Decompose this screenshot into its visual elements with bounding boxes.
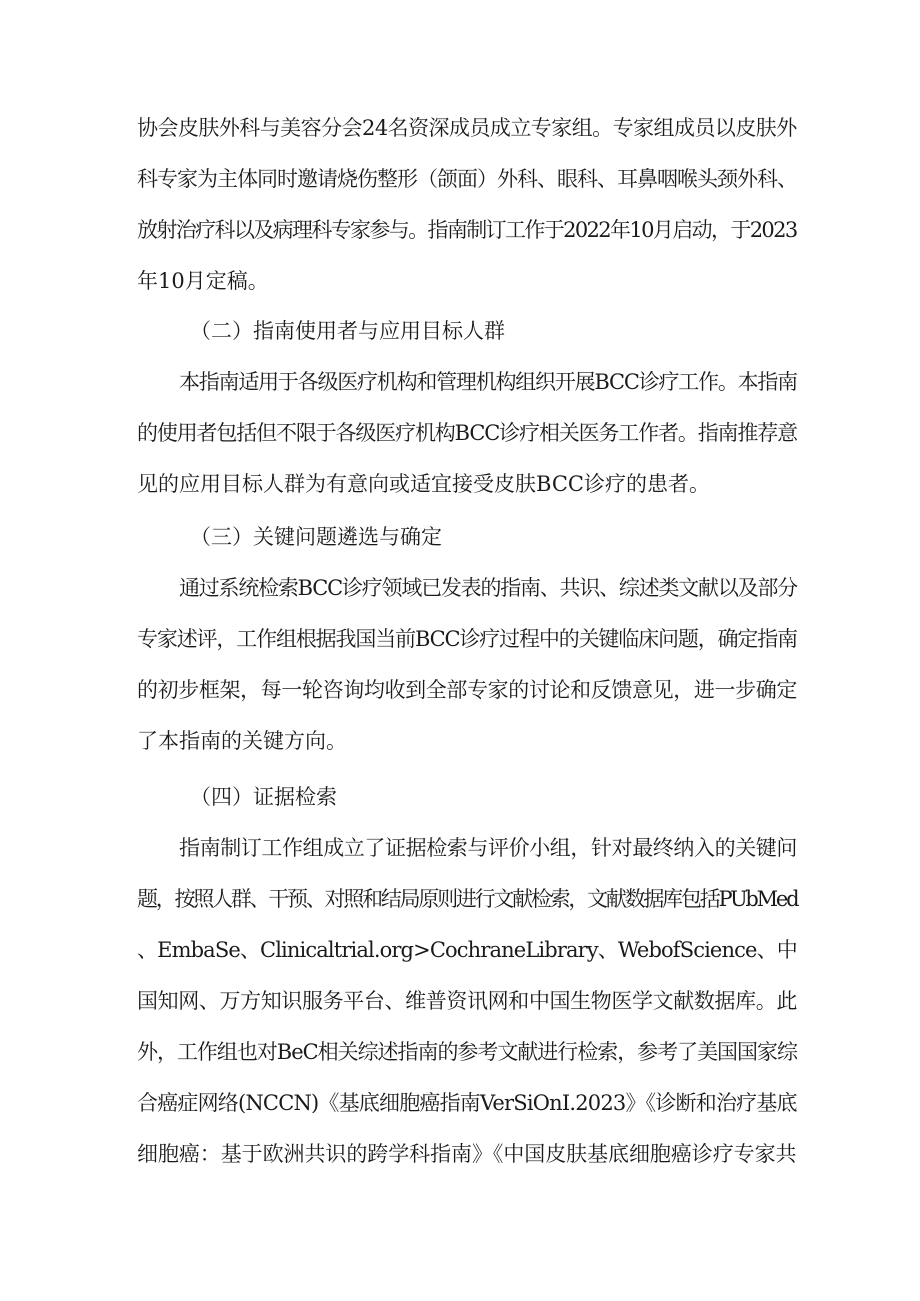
text-line: 见的应用目标人群为有意向或适宜接受皮肤BCC诊疗的患者。 (137, 472, 710, 496)
text-line: 外，工作组也对BeC相关综述指南的参考文献进行检索，参考了美国国家综 (137, 1040, 797, 1064)
paragraph-evidence-search (137, 823, 797, 1180)
paragraph-key-questions (137, 563, 797, 767)
text-line: 通过系统检索BCC诊疗领域已发表的指南、共识、综述类文献以及部分 (179, 576, 797, 600)
section-heading-2: （二）指南使用者与应用目标人群 (190, 319, 505, 343)
text-line: 国知网、万方知识服务平台、维普资讯网和中国生物医学文献数据库。此 (137, 989, 797, 1013)
text-line: 了本指南的关键方向。 (137, 729, 347, 753)
paragraph-intro (137, 103, 797, 307)
section-heading-3: （三）关键问题遴选与确定 (190, 525, 442, 549)
text-line: 合癌症网络(NCCN)《基底细胞癌指南VerSiOnI.2023》《诊断和治疗基底 (137, 1091, 797, 1115)
paragraph-users-and-targets (137, 357, 797, 510)
text-line: 年10月定稿。 (137, 269, 269, 293)
text-line: 指南制订工作组成立了证据检索与评价小组，针对最终纳入的关键问 (179, 836, 797, 860)
text-line: 的初步框架，每一轮咨询均收到全部专家的讨论和反馈意见，进一步确定 (137, 678, 797, 702)
text-line: 题，按照人群、干预、对照和结局原则进行文献检索，文献数据库包括PUbMed (137, 887, 798, 911)
text-line: 科专家为主体同时邀请烧伤整形（颌面）外科、眼科、耳鼻咽喉头颈外科、 (137, 167, 797, 191)
text-line: 本指南适用于各级医疗机构和管理机构组织开展BCC诊疗工作。本指南 (179, 370, 797, 394)
text-line: 、EmbaSe、Clinicaltrial.org>CochraneLibrary、WebofScience、中 (137, 938, 797, 962)
text-line: 细胞癌：基于欧洲共识的跨学科指南》《中国皮肤基底细胞癌诊疗专家共 (137, 1142, 797, 1166)
text-line: 专家述评，工作组根据我国当前BCC诊疗过程中的关键临床问题，确定指南 (137, 627, 797, 651)
text-line: 的使用者包括但不限于各级医疗机构BCC诊疗相关医务工作者。指南推荐意 (137, 421, 797, 445)
text-line: 放射治疗科以及病理科专家参与。指南制订工作于2022年10月启动，于2023 (137, 218, 797, 242)
text-line: 协会皮肤外科与美容分会24名资深成员成立专家组。专家组成员以皮肤外 (137, 116, 797, 140)
section-heading-4: （四）证据检索 (190, 785, 337, 809)
